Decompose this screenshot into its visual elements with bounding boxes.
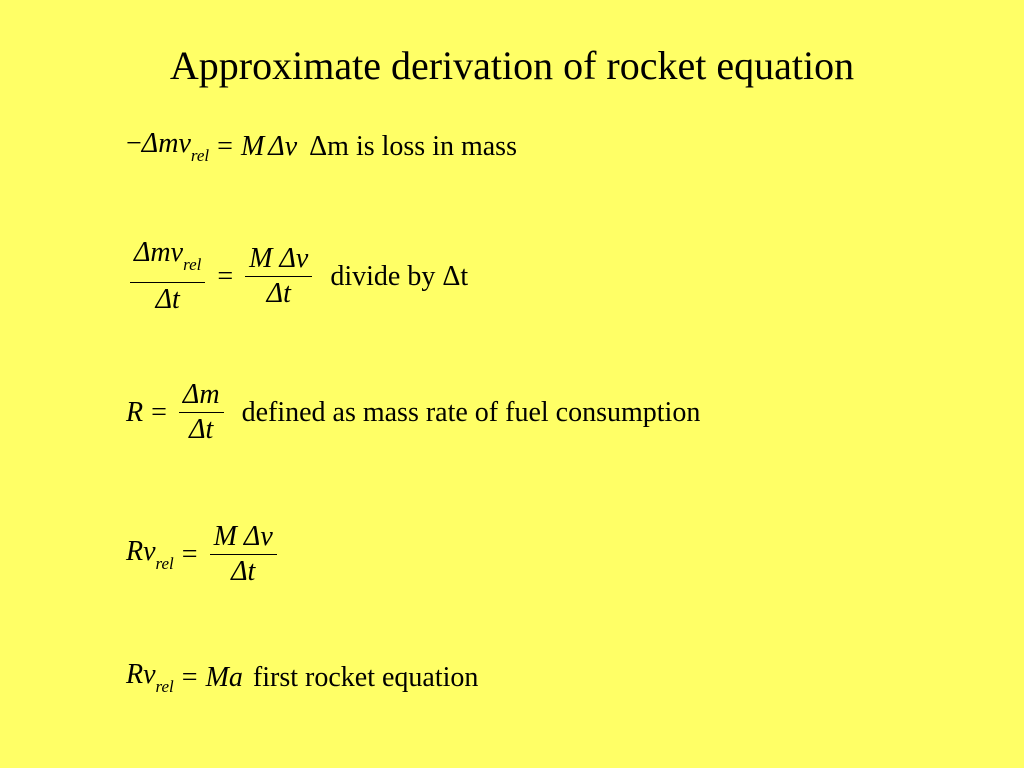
eq3-description: defined as mass rate of fuel consumption [241, 396, 701, 428]
eq5-equals: = [181, 662, 198, 693]
eq2-left-denominator: Δt [155, 284, 180, 315]
eq2-right-numerator: M Δv [249, 243, 309, 274]
eq2-left-num-subscript: rel [183, 255, 202, 274]
eq2-left-num-text: Δmv [134, 237, 184, 268]
eq2-equals: = [217, 260, 234, 292]
eq1-subscript: rel [190, 146, 210, 165]
eq5-lhs-text: Rv [126, 659, 156, 690]
eq2-right-fraction [245, 242, 312, 311]
eq1-lhs [126, 128, 209, 166]
eq5-rhs: Ma [205, 662, 243, 693]
eq5-subscript: rel [155, 677, 174, 696]
eq4-fraction [210, 520, 277, 589]
eq1-v: v [178, 128, 191, 159]
eq1-equals: = [217, 131, 233, 162]
eq4-equals: = [181, 538, 198, 570]
eq2-description: divide by Δt [330, 260, 469, 292]
eq5-lhs [126, 659, 174, 697]
eq4-subscript: rel [155, 553, 174, 573]
eq1-M: M [240, 131, 265, 162]
eq2-right-denominator: Δt [266, 278, 291, 309]
eq4-numerator: M Δv [213, 521, 273, 552]
eq5-description: first rocket equation [252, 662, 479, 693]
eq2-left-fraction [130, 236, 205, 317]
equation-row-5 [126, 659, 478, 697]
equation-row-2 [126, 236, 468, 317]
eq4-lhs-text: Rv [126, 535, 156, 567]
eq2-left-numerator [130, 236, 205, 282]
eq3-lhs: R [126, 396, 144, 428]
eq1-delta-v: Δv [268, 131, 298, 162]
eq1-description: Δm is loss in mass [309, 131, 517, 162]
eq3-equals: = [151, 396, 167, 428]
eq3-numerator: Δm [182, 379, 220, 410]
equation-row-3 [126, 378, 700, 447]
slide-title: Approximate derivation of rocket equation [169, 43, 855, 88]
equation-row-1 [126, 128, 517, 166]
eq1-delta-m: Δm [141, 128, 179, 159]
eq4-lhs [126, 536, 174, 574]
eq4-denominator: Δt [231, 556, 256, 587]
eq3-denominator: Δt [189, 414, 214, 445]
equation-row-4 [126, 520, 281, 589]
eq3-fraction [179, 378, 224, 447]
minus-sign: − [126, 128, 142, 159]
